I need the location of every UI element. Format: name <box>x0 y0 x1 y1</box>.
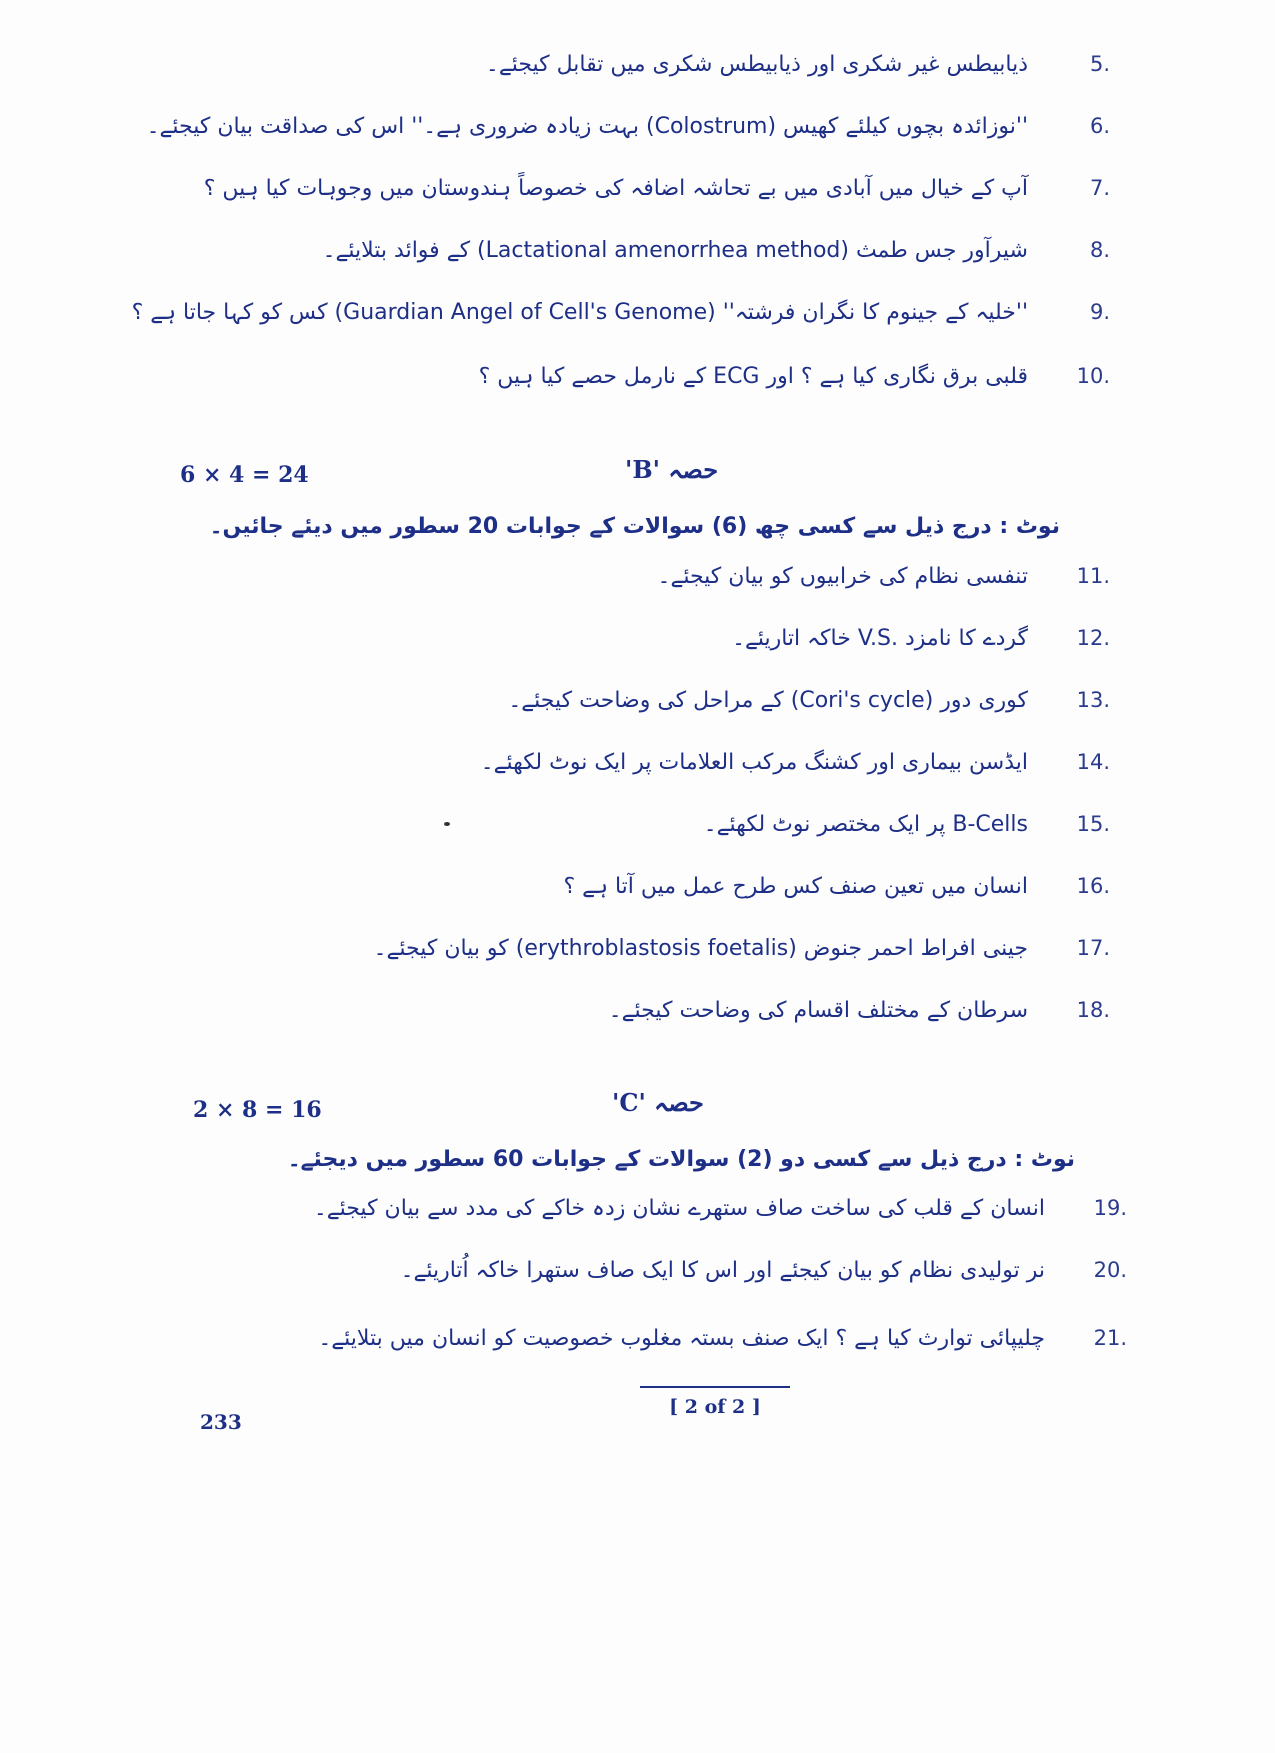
question-number: 21. <box>1093 1326 1127 1350</box>
question-number: 5. <box>1089 52 1110 76</box>
question-8 <box>323 238 1110 263</box>
question-number: 7. <box>1089 176 1110 200</box>
question-text: ذیابیطس غیر شکری اور ذیابیطس شکری میں تقابل کیجئے۔ <box>485 52 1028 77</box>
question-number: 18. <box>1076 998 1110 1022</box>
question-text: چلیپائی توارث کیا ہے ؟ ایک صنف بستہ مغلوب خصوصیت کو انسان میں بتلایئے۔ <box>318 1326 1045 1351</box>
question-10 <box>479 364 1110 389</box>
question-number: 9. <box>1089 300 1110 324</box>
question-number: 15. <box>1076 812 1110 836</box>
question-number: 17. <box>1076 936 1110 960</box>
question-number: 20. <box>1093 1258 1127 1282</box>
question-number: 6. <box>1089 114 1110 138</box>
question-18 <box>609 998 1110 1023</box>
question-text: ایڈسن بیماری اور کشنگ مرکب العلامات پر ایک نوٹ لکھئے۔ <box>480 750 1028 775</box>
section-b-note: نوٹ : درج ذیل سے کسی چھ (6) سوالات کے جوابات 20 سطور میں دیئے جائیں۔ <box>209 514 1060 539</box>
question-text: تنفسی نظام کی خرابیوں کو بیان کیجئے۔ <box>657 564 1028 589</box>
question-number: 12. <box>1076 626 1110 650</box>
question-7 <box>204 176 1110 201</box>
question-11 <box>658 564 1110 589</box>
question-13 <box>508 688 1110 713</box>
question-number: 16. <box>1076 874 1110 898</box>
question-text: انسان میں تعین صنف کس طرح عمل میں آتا ہے ؟ <box>563 874 1028 899</box>
question-number: 13. <box>1076 688 1110 712</box>
question-text: نر تولیدی نظام کو بیان کیجئے اور اس کا ایک صاف ستھرا خاکہ اُتاریئے۔ <box>400 1258 1045 1283</box>
question-6 <box>147 114 1110 139</box>
question-text: شیرآور جس طمث (Lactational amenorrhea method) کے فوائد بتلایئے۔ <box>322 238 1028 263</box>
question-12 <box>732 626 1110 651</box>
question-16 <box>564 874 1110 899</box>
question-text: گردے کا نامزد .V.S خاکہ اتاریئے۔ <box>732 626 1028 651</box>
question-text: آپ کے خیال میں آبادی میں بے تحاشہ اضافہ کی خصوصاً ہندوستان میں وجوہات کیا ہیں ؟ <box>203 176 1028 201</box>
question-9 <box>132 300 1110 325</box>
paper-code: 233 <box>200 1410 242 1434</box>
question-number: 14. <box>1076 750 1110 774</box>
question-text: ''نوزائدہ بچوں کیلئے کھیس (Colostrum) بہت زیادہ ضروری ہے۔'' اس کی صداقت بیان کیجئے۔ <box>146 114 1028 139</box>
section-c-marks: 2 × 8 = 16 <box>193 1097 322 1123</box>
question-5 <box>486 52 1110 77</box>
question-number: 8. <box>1089 238 1110 262</box>
question-text: جینی افراط احمر جنوض (erythroblastosis foetalis) کو بیان کیجئے۔ <box>373 936 1028 961</box>
question-text: سرطان کے مختلف اقسام کی وضاحت کیجئے۔ <box>608 998 1028 1023</box>
section-b-marks: 6 × 4 = 24 <box>180 462 309 488</box>
question-17 <box>374 936 1110 961</box>
section-c-title: حصہ 'C' <box>612 1088 704 1117</box>
scan-speck <box>444 822 450 826</box>
question-20 <box>401 1258 1127 1283</box>
question-21 <box>318 1326 1127 1351</box>
question-14 <box>481 750 1110 775</box>
question-number: 11. <box>1076 564 1110 588</box>
section-b-title: حصہ 'B' <box>625 455 719 484</box>
section-c-note: نوٹ : درج ذیل سے کسی دو (2) سوالات کے جوابات 60 سطور میں دیجئے۔ <box>287 1147 1075 1172</box>
question-15 <box>704 812 1110 837</box>
page-indicator: [ 2 of 2 ] <box>640 1386 790 1418</box>
question-number: 10. <box>1076 364 1110 388</box>
question-text: B-Cells پر ایک مختصر نوٹ لکھئے۔ <box>703 812 1028 837</box>
question-text: کوری دور (Cori's cycle) کے مراحل کی وضاحت کیجئے۔ <box>508 688 1028 713</box>
question-text: قلبی برق نگاری کیا ہے ؟ اور ECG کے نارمل حصے کیا ہیں ؟ <box>478 364 1028 389</box>
question-text: ''خلیہ کے جینوم کا نگران فرشتہ'' (Guardian Angel of Cell's Genome) کس کو کہا جاتا ہے ؟ <box>131 300 1028 325</box>
question-19 <box>314 1196 1127 1221</box>
question-number: 19. <box>1093 1196 1127 1220</box>
question-text: انسان کے قلب کی ساخت صاف ستھرے نشان زدہ خاکے کی مدد سے بیان کیجئے۔ <box>313 1196 1045 1221</box>
